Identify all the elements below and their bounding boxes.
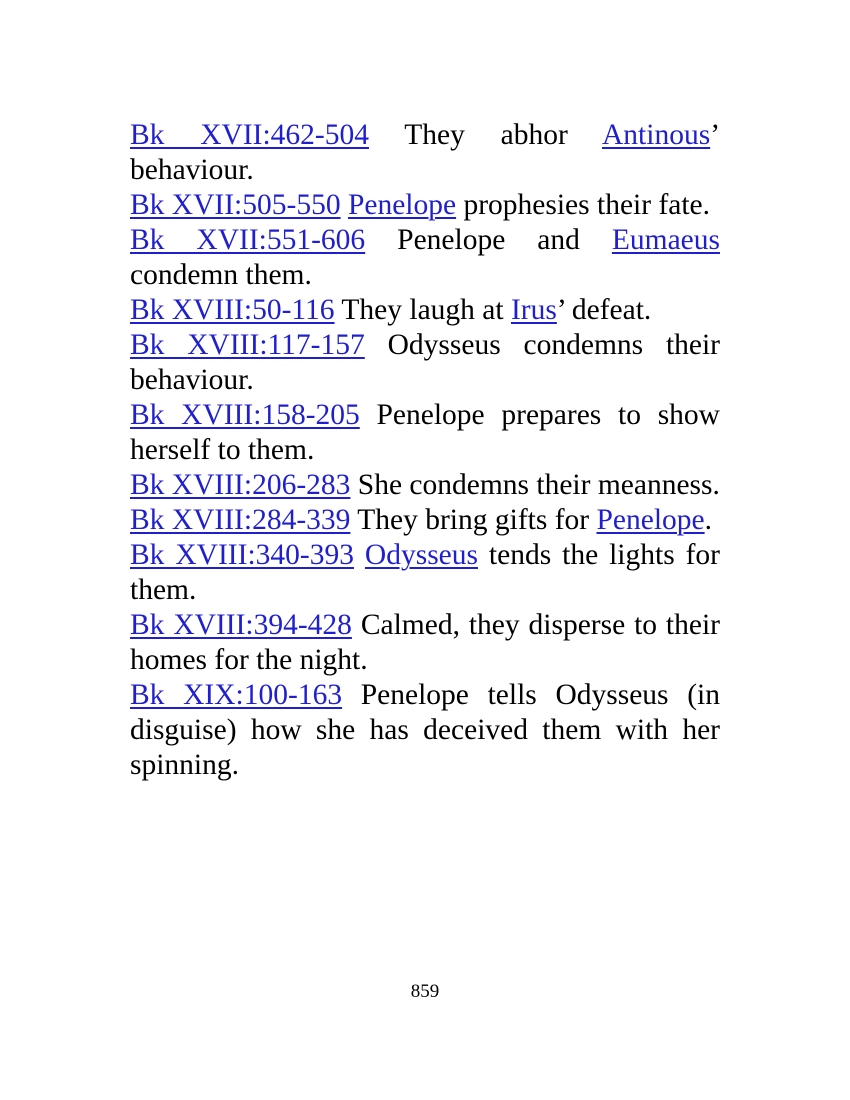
book-reference-link[interactable]: Bk XVIII:394-428 bbox=[130, 609, 352, 641]
book-reference-link[interactable]: Bk XVII:505-550 bbox=[130, 189, 341, 221]
book-reference-link[interactable]: Bk XVIII:340-393 bbox=[130, 539, 354, 571]
book-reference-link[interactable]: Bk XVII:551-606 bbox=[130, 224, 366, 256]
book-reference-link[interactable]: Bk XIX:100-163 bbox=[130, 679, 343, 711]
entry-text bbox=[354, 539, 365, 571]
entry-text: Penelope tells Odysseus (in disguise) how she has deceived them with her spinning. bbox=[130, 679, 720, 781]
entry-text: prophesies their fate. bbox=[456, 189, 711, 221]
entry-text: Penelope and bbox=[365, 224, 612, 256]
entry-text: They bring gifts for bbox=[350, 504, 597, 536]
reference-entry bbox=[130, 678, 720, 783]
reference-entry bbox=[130, 398, 720, 468]
character-link[interactable]: Odysseus bbox=[364, 539, 478, 571]
book-reference-link[interactable]: Bk XVIII:284-339 bbox=[130, 504, 351, 536]
reference-list bbox=[130, 118, 720, 783]
reference-entry bbox=[130, 328, 720, 398]
reference-entry bbox=[130, 468, 720, 503]
reference-entry bbox=[130, 608, 720, 678]
reference-entry bbox=[130, 538, 720, 608]
reference-entry bbox=[130, 293, 720, 328]
book-reference-link[interactable]: Bk XVII:462-504 bbox=[130, 119, 369, 151]
reference-entry bbox=[130, 188, 720, 223]
entry-text: Calmed, they disperse to their homes for the night. bbox=[130, 609, 720, 676]
entry-text: condemn them. bbox=[130, 259, 312, 291]
page-number: 859 bbox=[410, 981, 440, 1002]
character-link[interactable]: Irus bbox=[510, 294, 557, 326]
reference-entry bbox=[130, 503, 720, 538]
entry-text bbox=[341, 189, 348, 221]
entry-text: tends the lights for them. bbox=[130, 539, 721, 606]
entry-text: ’ defeat. bbox=[556, 294, 652, 326]
entry-text: . bbox=[704, 504, 712, 536]
character-link[interactable]: Penelope bbox=[347, 189, 457, 221]
entry-text: She condemns their meanness. bbox=[350, 469, 720, 501]
book-reference-link[interactable]: Bk XVIII:117-157 bbox=[130, 329, 365, 361]
entry-text: ’ behaviour. bbox=[130, 119, 721, 186]
entry-text: Penelope prepares to show herself to them. bbox=[130, 399, 720, 466]
reference-entry bbox=[130, 223, 720, 293]
book-reference-link[interactable]: Bk XVIII:158-205 bbox=[130, 399, 360, 431]
reference-entry bbox=[130, 118, 720, 188]
character-link[interactable]: Eumaeus bbox=[611, 224, 720, 256]
character-link[interactable]: Antinous bbox=[602, 119, 711, 151]
book-reference-link[interactable]: Bk XVIII:50-116 bbox=[130, 294, 335, 326]
entry-text: Odysseus condemns their behaviour. bbox=[130, 329, 720, 396]
entry-text: They abhor bbox=[369, 119, 602, 151]
book-reference-link[interactable]: Bk XVIII:206-283 bbox=[130, 469, 351, 501]
character-link[interactable]: Penelope bbox=[596, 504, 705, 536]
entry-text: They laugh at bbox=[334, 294, 511, 326]
